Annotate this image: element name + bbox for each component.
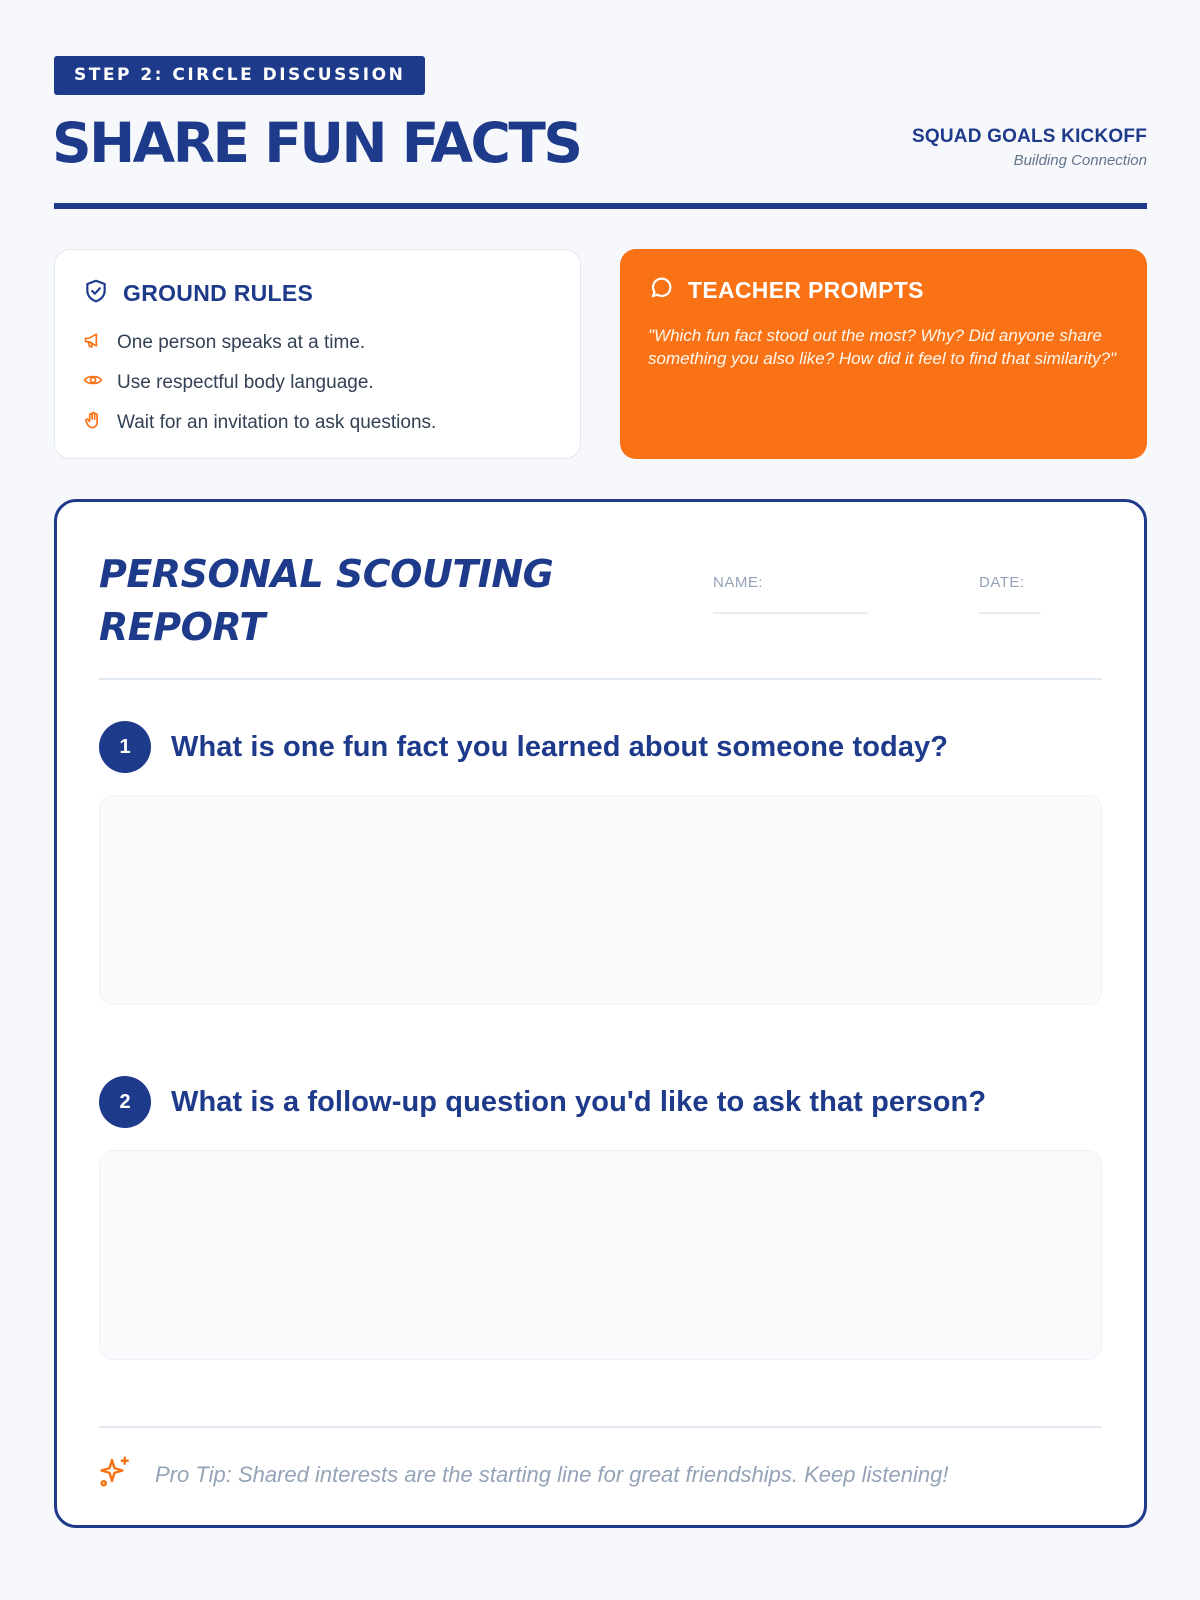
tip-divider: [99, 1426, 1102, 1428]
ground-rules-title: GROUND RULES: [123, 280, 314, 306]
report-title-line1: PERSONAL SCOUTING: [99, 552, 554, 596]
report-divider: [99, 678, 1102, 680]
header-divider: [54, 203, 1147, 209]
list-item: [83, 323, 552, 363]
date-input-line[interactable]: _________: [979, 599, 1040, 614]
report-title: [99, 548, 553, 654]
page-title: SHARE FUN FACTS: [52, 111, 581, 175]
list-item: [83, 363, 552, 403]
scouting-report: [54, 499, 1147, 1528]
list-item: [83, 403, 552, 443]
sparkles-icon: [97, 1454, 133, 1495]
answer-box[interactable]: [99, 795, 1102, 1005]
eye-icon: [83, 370, 103, 396]
pro-tip: [97, 1454, 948, 1495]
tip-text: Pro Tip: Shared interests are the starting line for great friendships. Keep listening!: [155, 1461, 949, 1487]
report-title-line2: REPORT: [99, 605, 265, 649]
speech-bubble-icon: [648, 275, 674, 306]
teacher-prompts-text: "Which fun fact stood out the most? Why? Did anyone share something you also like? How did it feel to find that similarity?": [648, 326, 1117, 368]
teacher-prompts-title: TEACHER PROMPTS: [688, 277, 924, 303]
megaphone-icon: [83, 330, 103, 356]
question-block: [99, 1076, 1102, 1360]
question-text: What is one fun fact you learned about someone today?: [171, 730, 949, 763]
name-label: NAME:: [713, 574, 764, 591]
rule-text: Use respectful body language.: [117, 372, 374, 393]
question-number: 2: [99, 1076, 151, 1128]
date-label: DATE:: [979, 574, 1025, 591]
question-text: What is a follow-up question you'd like to ask that person?: [171, 1085, 987, 1118]
question-block: [99, 721, 1102, 1005]
shield-check-icon: [83, 278, 109, 309]
teacher-prompts-card: [620, 249, 1147, 459]
question-number: 1: [99, 721, 151, 773]
brand-subtitle: Building Connection: [1013, 152, 1147, 169]
answer-box[interactable]: [99, 1150, 1102, 1360]
date-field[interactable]: [979, 574, 1063, 614]
rule-text: One person speaks at a time.: [117, 332, 366, 353]
ground-rules-card: [54, 249, 581, 459]
hand-icon: [83, 410, 103, 436]
step-badge: STEP 2: CIRCLE DISCUSSION: [54, 56, 425, 95]
brand-name: SQUAD GOALS KICKOFF: [912, 126, 1147, 147]
brand-block: [912, 126, 1147, 169]
rule-text: Wait for an invitation to ask questions.: [117, 412, 437, 433]
name-field[interactable]: [713, 574, 913, 614]
name-input-line[interactable]: _______________________: [713, 599, 868, 614]
